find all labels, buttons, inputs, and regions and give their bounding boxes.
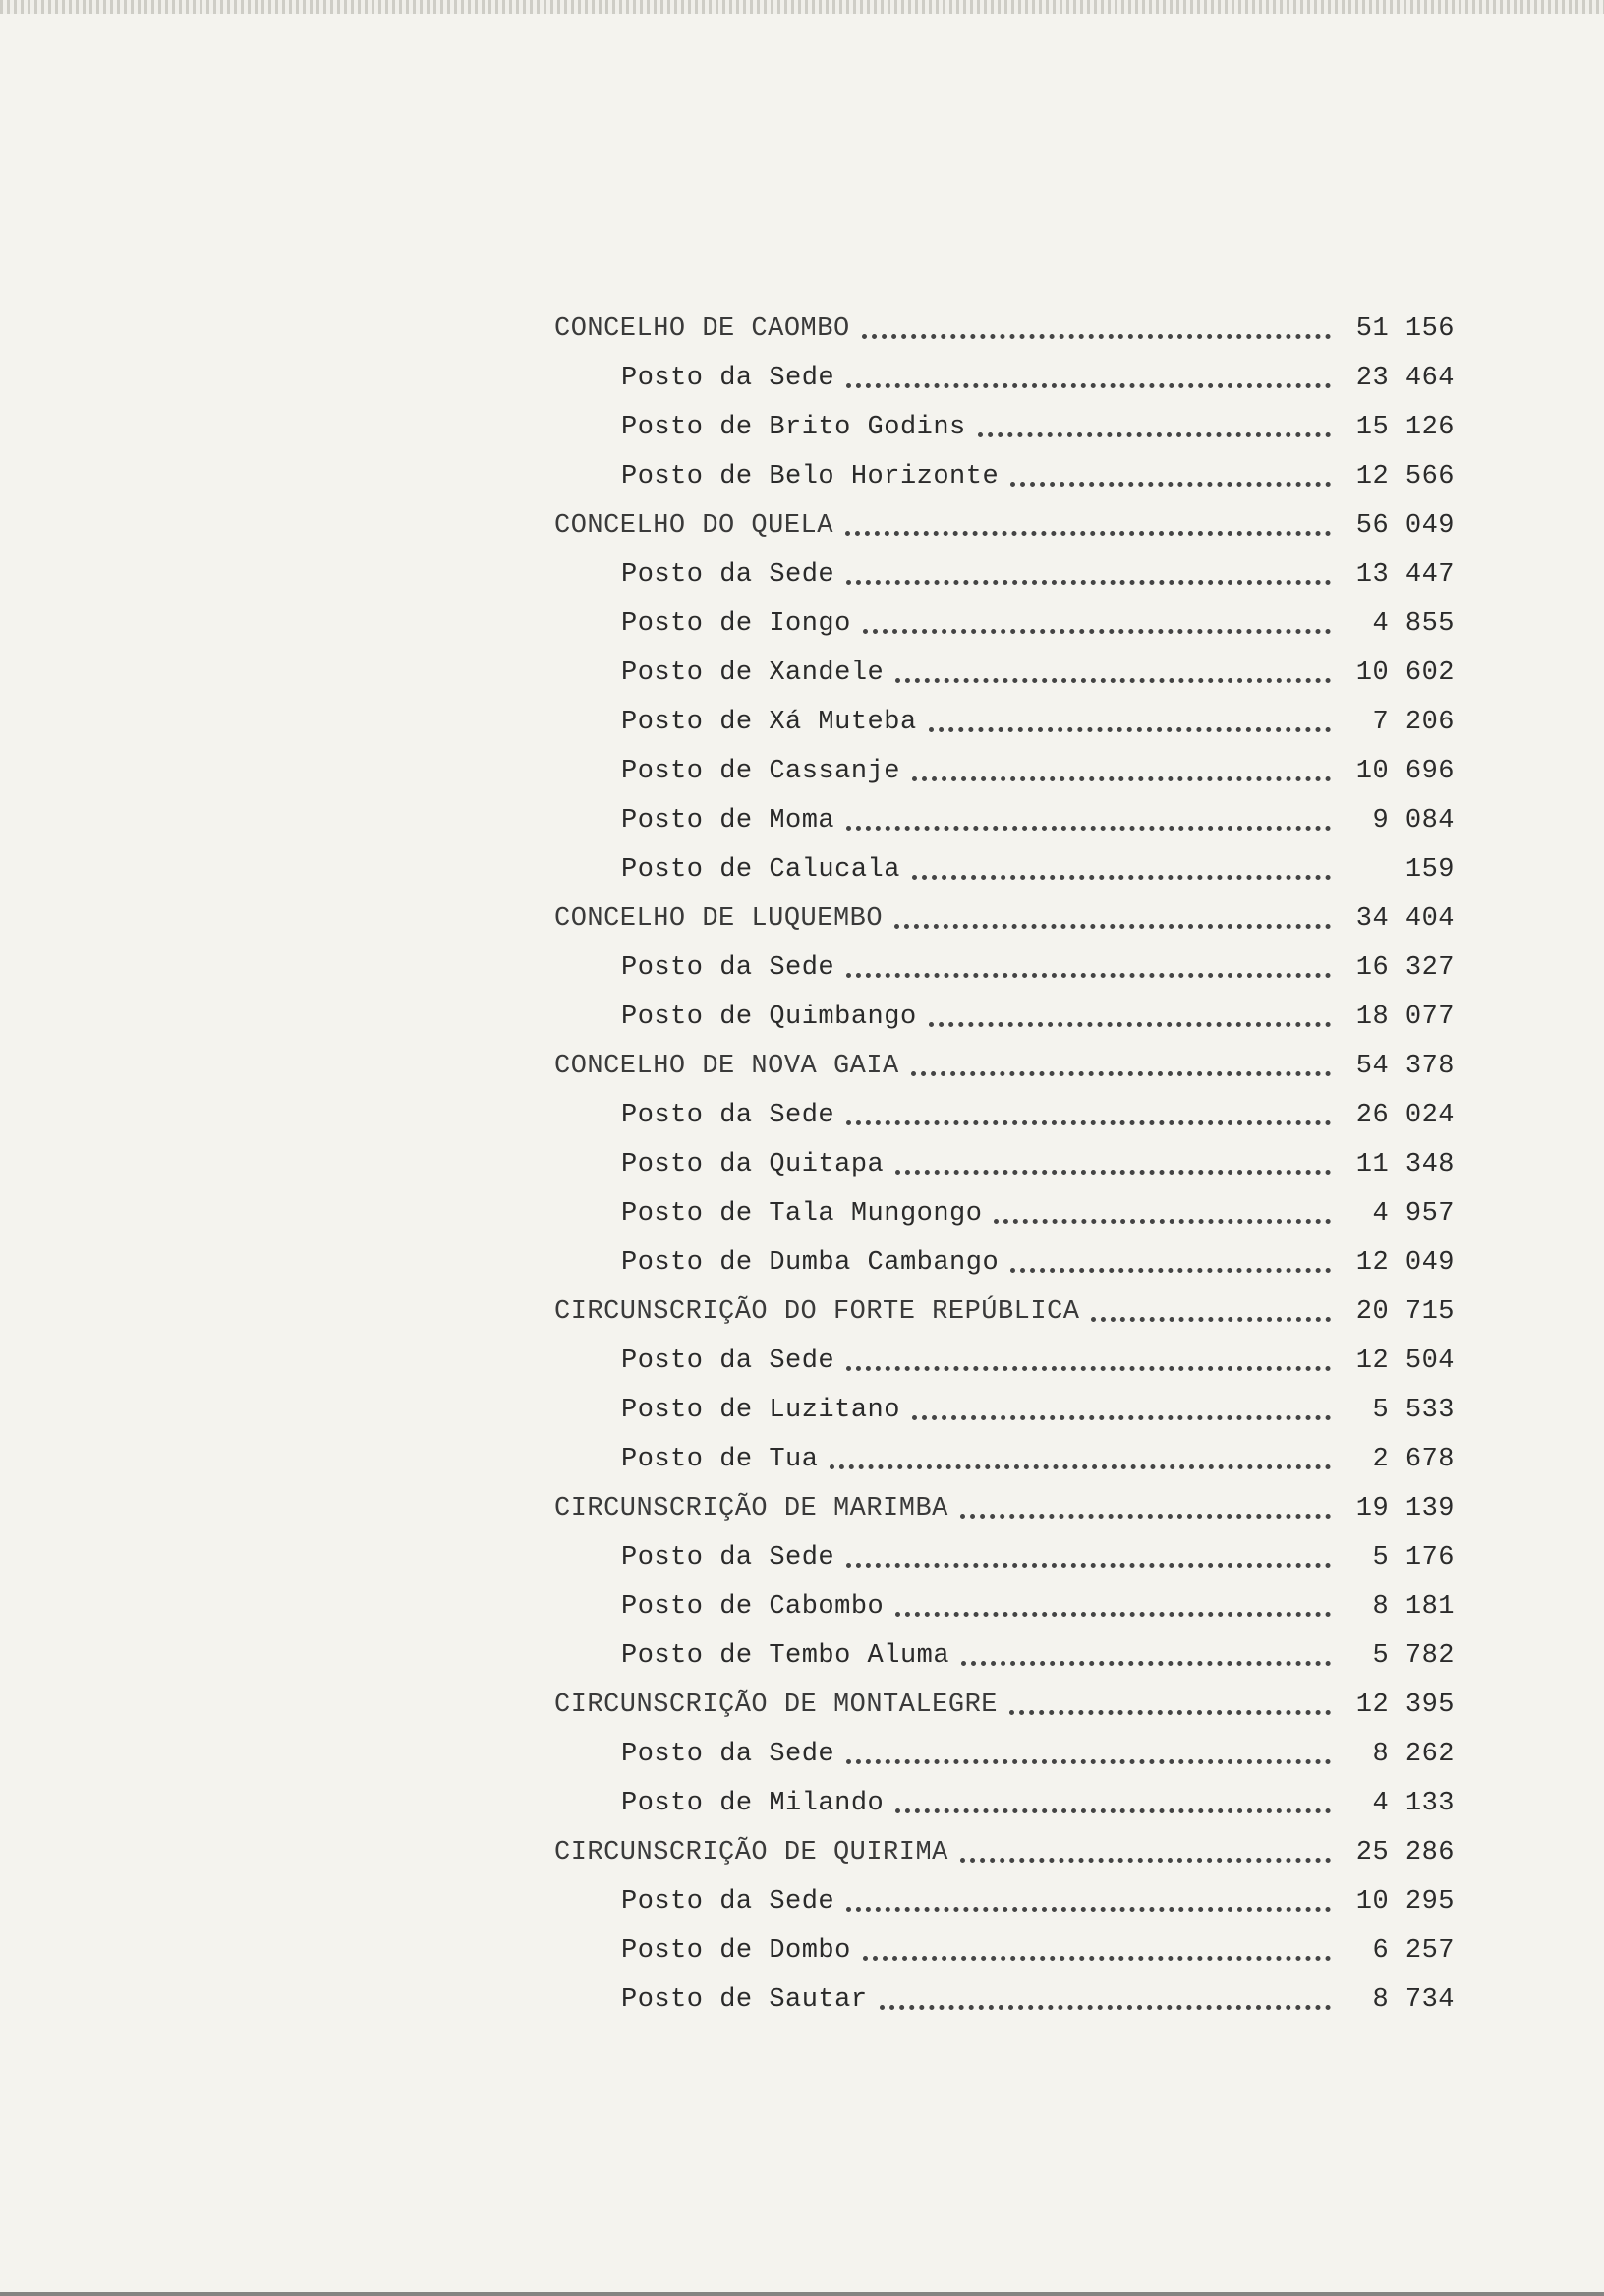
post-name: Posto de Moma: [621, 806, 835, 835]
post-row: [550, 600, 1455, 649]
district-name: CIRCUNSCRIÇÃO DE MARIMBA: [554, 1494, 948, 1523]
dot-leader: [1010, 1266, 1331, 1273]
dot-leader: [846, 824, 1331, 831]
population-value: 8 262: [1372, 1740, 1455, 1769]
population-value: 51 156: [1355, 315, 1455, 344]
post-name: Posto de Luzitano: [621, 1396, 900, 1425]
dot-leader: [1091, 1315, 1331, 1322]
post-name: Posto de Xandele: [621, 659, 885, 688]
population-value: 18 077: [1355, 1003, 1455, 1032]
post-name: Posto de Belo Horizonte: [621, 462, 1000, 491]
population-value: 56 049: [1355, 511, 1455, 541]
dot-leader: [994, 1217, 1331, 1224]
population-value: 16 327: [1355, 953, 1455, 983]
post-name: Posto da Sede: [621, 1887, 835, 1917]
post-name: Posto de Dombo: [621, 1936, 851, 1966]
population-value: 10 295: [1355, 1887, 1455, 1917]
dot-leader: [846, 1757, 1331, 1764]
population-value: 26 024: [1355, 1101, 1455, 1130]
district-name: CONCELHO DO QUELA: [554, 511, 833, 541]
post-row: [550, 354, 1455, 403]
population-value: 5 176: [1372, 1543, 1455, 1573]
population-value: 11 348: [1355, 1150, 1455, 1179]
post-name: Posto de Tembo Aluma: [621, 1641, 950, 1671]
district-name: CONCELHO DE CAOMBO: [554, 315, 850, 344]
post-name: Posto de Cassanje: [621, 757, 900, 786]
population-value: 19 139: [1355, 1494, 1455, 1523]
post-name: Posto de Quimbango: [621, 1003, 917, 1032]
dot-leader: [846, 1119, 1331, 1125]
district-name: CIRCUNSCRIÇÃO DE QUIRIMA: [554, 1838, 948, 1867]
post-row: [550, 649, 1455, 698]
post-row: [550, 1386, 1455, 1435]
post-name: Posto de Milando: [621, 1789, 885, 1818]
post-row: [550, 1091, 1455, 1140]
dot-leader: [912, 775, 1331, 781]
post-row: [550, 1877, 1455, 1926]
dot-leader: [960, 1856, 1331, 1863]
dot-leader: [846, 971, 1331, 978]
dot-leader: [911, 1069, 1331, 1076]
post-row: [550, 1140, 1455, 1189]
post-row: [550, 1337, 1455, 1386]
post-row: [550, 796, 1455, 845]
post-row: [550, 452, 1455, 501]
district-row: [550, 501, 1455, 550]
post-name: Posto de Tala Mungongo: [621, 1199, 983, 1229]
post-name: Posto de Cabombo: [621, 1592, 885, 1622]
post-name: Posto de Brito Godins: [621, 413, 966, 442]
post-row: [550, 1533, 1455, 1582]
population-value: 23 464: [1355, 364, 1455, 393]
dot-leader: [895, 1610, 1331, 1617]
population-value: 6 257: [1372, 1936, 1455, 1966]
district-name: CIRCUNSCRIÇÃO DE MONTALEGRE: [554, 1691, 998, 1720]
district-row: [550, 305, 1455, 354]
dot-leader: [929, 1020, 1331, 1027]
post-row: [550, 1779, 1455, 1828]
dot-leader: [912, 873, 1331, 880]
post-name: Posto de Xá Muteba: [621, 708, 917, 737]
dot-leader: [1010, 480, 1331, 487]
population-value: 5 782: [1372, 1641, 1455, 1671]
population-value: 7 206: [1372, 708, 1455, 737]
population-value: 15 126: [1355, 413, 1455, 442]
post-row: [550, 1926, 1455, 1976]
population-value: 4 957: [1372, 1199, 1455, 1229]
dot-leader: [960, 1512, 1331, 1519]
district-row: [550, 1484, 1455, 1533]
post-row: [550, 944, 1455, 993]
population-value: 10 602: [1355, 659, 1455, 688]
post-name: Posto de Tua: [621, 1445, 819, 1474]
population-value: 34 404: [1355, 904, 1455, 934]
post-name: Posto da Sede: [621, 364, 835, 393]
post-name: Posto de Calucala: [621, 855, 900, 885]
post-name: Posto da Sede: [621, 1740, 835, 1769]
population-value: 12 504: [1355, 1347, 1455, 1376]
dot-leader: [846, 578, 1331, 585]
population-value: 4 855: [1372, 609, 1455, 639]
dot-leader: [863, 627, 1331, 634]
population-value: 25 286: [1355, 1838, 1455, 1867]
post-name: Posto de Dumba Cambango: [621, 1248, 1000, 1278]
post-name: Posto da Sede: [621, 1101, 835, 1130]
population-value: 12 395: [1355, 1691, 1455, 1720]
population-value: 13 447: [1355, 560, 1455, 590]
post-row: [550, 1189, 1455, 1238]
district-name: CONCELHO DE NOVA GAIA: [554, 1052, 899, 1081]
population-value: 54 378: [1355, 1052, 1455, 1081]
post-row: [550, 1730, 1455, 1779]
post-row: [550, 1435, 1455, 1484]
population-value: 9 084: [1372, 806, 1455, 835]
post-row: [550, 747, 1455, 796]
dot-leader: [978, 430, 1331, 437]
district-name: CONCELHO DE LUQUEMBO: [554, 904, 884, 934]
dot-leader: [894, 922, 1331, 929]
district-name: CIRCUNSCRIÇÃO DO FORTE REPÚBLICA: [554, 1297, 1080, 1327]
scan-top-edge: [0, 0, 1604, 14]
population-value: 8 181: [1372, 1592, 1455, 1622]
dot-leader: [845, 529, 1331, 536]
post-name: Posto da Quitapa: [621, 1150, 885, 1179]
population-value: 10 696: [1355, 757, 1455, 786]
district-row: [550, 1288, 1455, 1337]
dot-leader: [929, 725, 1331, 732]
dot-leader: [895, 1807, 1331, 1813]
district-row: [550, 1828, 1455, 1877]
post-row: [550, 845, 1455, 894]
post-name: Posto de Sautar: [621, 1985, 868, 2015]
post-row: [550, 1582, 1455, 1632]
post-row: [550, 1238, 1455, 1288]
population-value: 159: [1404, 855, 1455, 885]
dot-leader: [895, 1168, 1331, 1175]
scan-bottom-edge: [0, 2292, 1604, 2296]
population-value: 4 133: [1372, 1789, 1455, 1818]
dot-leader: [830, 1463, 1331, 1469]
population-value: 5 533: [1372, 1396, 1455, 1425]
population-value: 2 678: [1372, 1445, 1455, 1474]
dot-leader: [846, 381, 1331, 388]
post-row: [550, 1976, 1455, 2025]
district-row: [550, 894, 1455, 944]
post-row: [550, 403, 1455, 452]
post-row: [550, 993, 1455, 1042]
post-name: Posto de Iongo: [621, 609, 851, 639]
dot-leader: [846, 1561, 1331, 1568]
post-row: [550, 550, 1455, 600]
dot-leader: [862, 332, 1331, 339]
dot-leader: [961, 1659, 1331, 1666]
population-value: 12 566: [1355, 462, 1455, 491]
post-name: Posto da Sede: [621, 1543, 835, 1573]
population-value: 12 049: [1355, 1248, 1455, 1278]
district-row: [550, 1681, 1455, 1730]
post-row: [550, 1632, 1455, 1681]
post-name: Posto da Sede: [621, 953, 835, 983]
dot-leader: [895, 676, 1331, 683]
post-row: [550, 698, 1455, 747]
population-value: 20 715: [1355, 1297, 1455, 1327]
post-name: Posto da Sede: [621, 1347, 835, 1376]
dot-leader: [846, 1364, 1331, 1371]
post-name: Posto da Sede: [621, 560, 835, 590]
dot-leader: [912, 1413, 1331, 1420]
dot-leader: [880, 2003, 1331, 2010]
dot-leader: [1009, 1708, 1331, 1715]
population-list: [550, 305, 1455, 2025]
district-row: [550, 1042, 1455, 1091]
population-value: 8 734: [1372, 1985, 1455, 2015]
dot-leader: [863, 1954, 1331, 1961]
dot-leader: [846, 1905, 1331, 1912]
